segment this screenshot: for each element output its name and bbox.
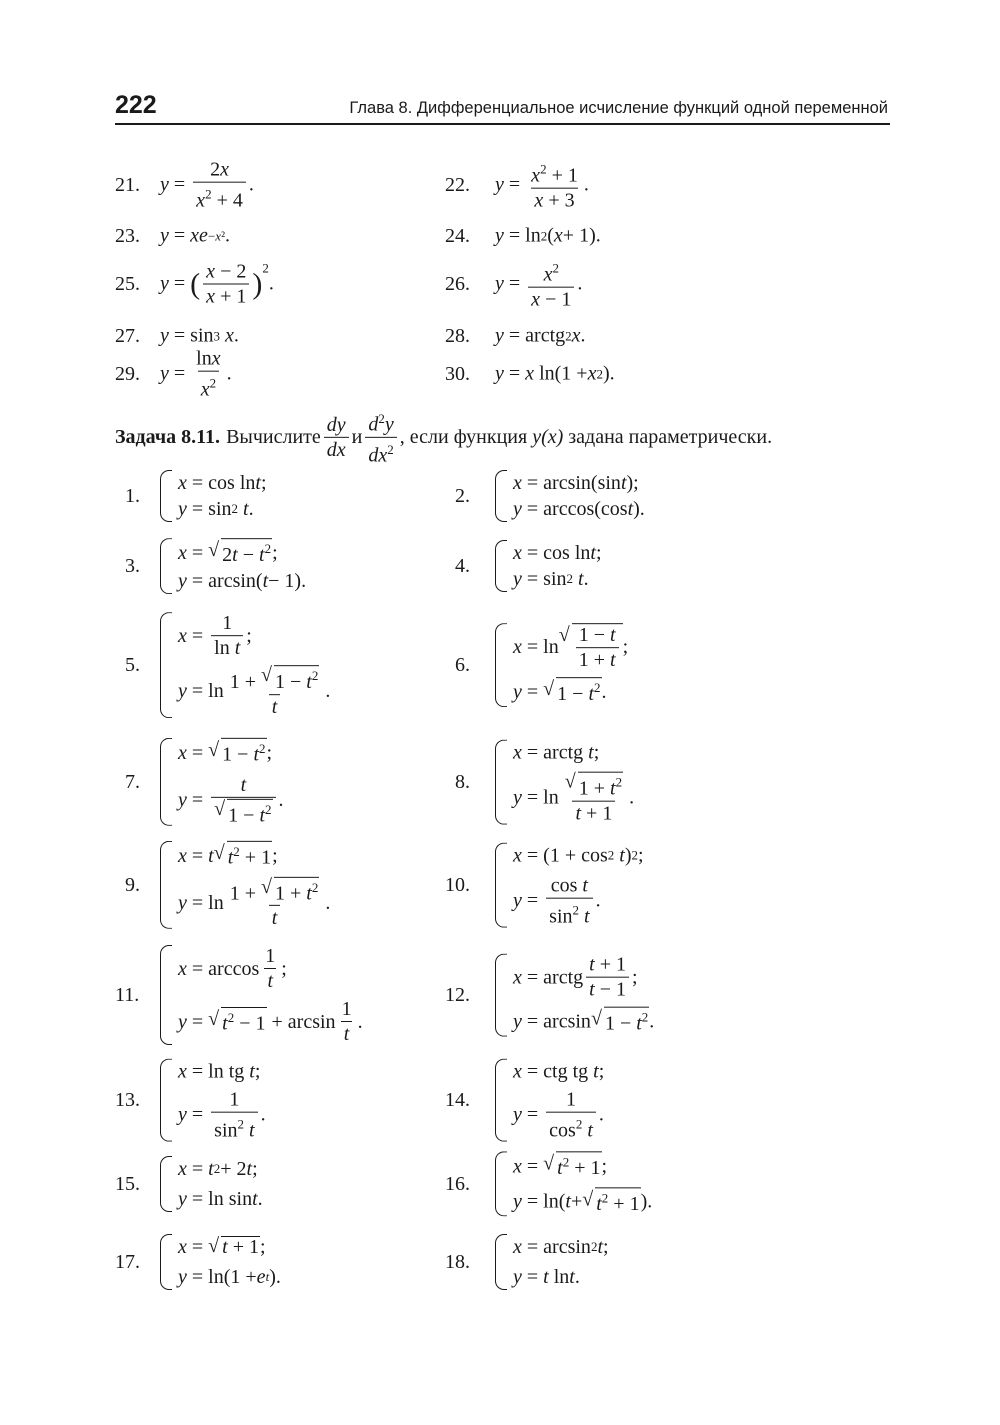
system-5: x = 1 ln t ; y = ln 1 + √ $1 - t^2$ t .: [160, 612, 330, 718]
exercise-number: 23.: [115, 225, 140, 247]
formula-30: y = x ln(1 + x 2 ).: [495, 362, 615, 385]
system-18: x = arcsin 2 t ; y = t ln t .: [495, 1234, 609, 1290]
task-text-end: задана параметрически.: [568, 425, 773, 448]
exercise-number: 25.: [115, 273, 140, 295]
exercise-number: 28.: [445, 325, 470, 347]
task-text-before: Вычислите: [226, 425, 321, 448]
exercise-number: 2.: [455, 485, 470, 507]
exercise-number: 18.: [445, 1251, 470, 1273]
task-text-after: , если функция: [399, 425, 528, 448]
exercise-number: 3.: [125, 555, 140, 577]
exercise-number: 17.: [115, 1251, 140, 1273]
system-17: x = √ t + 1 ; y = ln(1 + e t ).: [160, 1234, 281, 1290]
task-func: y(x): [532, 425, 564, 448]
task-statement: Задача 8.11. Вычислите dy dx и $d^2y$ $dx^2$ , если функция y(x) задана параметрически.: [115, 410, 773, 467]
system-13: x = ln tg t ; y = 1 $\sin^2 t$ .: [160, 1059, 266, 1142]
formula-23: y = xe −x² .: [160, 224, 230, 247]
exercise-number: 11.: [115, 984, 140, 1006]
system-8: x = arctg t ; y = ln √ $1 + t^2$ t + 1 .: [495, 740, 634, 825]
formula-24: y = ln 2 ( x + 1).: [495, 224, 601, 247]
system-3: x = √ $2t - t^2$ ; y = arcsin( t − 1).: [160, 538, 306, 594]
system-4: x = cos ln t ; y = sin 2 t .: [495, 540, 602, 592]
system-14: x = ctg tg t ; y = 1 $\cos^2 t$ .: [495, 1059, 604, 1142]
system-16: x = √ $t^2 + 1$ ; y = ln( t + √ $t^2 + 1$ ).: [495, 1151, 652, 1216]
exercise-number: 12.: [445, 984, 470, 1006]
exercise-number: 1.: [125, 485, 140, 507]
exercise-number: 26.: [445, 273, 470, 295]
system-10: x = (1 + cos 2 t ) 2 ; y = cos t $\sin^2 t$ .: [495, 843, 644, 928]
formula-29: y = lnx $x^2$ .: [160, 347, 232, 401]
system-9: x = t √ $t^2 + 1$ ; y = ln 1 + √ $1 + t^2$ t .: [160, 841, 330, 929]
exercise-number: 30.: [445, 363, 470, 385]
system-12: x = arctg t + 1 t − 1 ; y = arcsin √ $1 - t^2$ .: [495, 954, 654, 1037]
exercise-number: 7.: [125, 771, 140, 793]
exercise-number: 27.: [115, 325, 140, 347]
system-2: x = arcsin(sin t ); y = arccos(cos t ).: [495, 470, 645, 522]
formula-28: y = arctg 2 x .: [495, 324, 586, 347]
header-rule: [115, 123, 890, 125]
exercise-number: 8.: [455, 771, 470, 793]
running-header: Глава 8. Дифференциальное исчисление функций одной переменной: [349, 99, 888, 117]
exercise-number: 22.: [445, 174, 470, 196]
exercise-number: 21.: [115, 174, 140, 196]
exercise-number: 13.: [115, 1089, 140, 1111]
formula-21: y = 2x $x^2 + 4$ .: [160, 158, 254, 212]
exercise-number: 24.: [445, 225, 470, 247]
exercise-number: 9.: [125, 874, 140, 896]
system-1: x = cos ln t ; y = sin 2 t .: [160, 470, 267, 522]
task-conj: и: [351, 425, 363, 448]
formula-26: y = $x^2$ x − 1 .: [495, 260, 583, 311]
exercise-number: 4.: [455, 555, 470, 577]
exercise-number: 15.: [115, 1173, 140, 1195]
system-11: x = arccos 1 t ; y = √ $t^2 - 1$ + arcsin 1 t .: [160, 945, 363, 1045]
exercise-number: 16.: [445, 1173, 470, 1195]
formula-22: y = $x^2 + 1$ x + 3 .: [495, 161, 589, 212]
page-number: 222: [115, 91, 157, 119]
exercise-number: 29.: [115, 363, 140, 385]
formula-25: y = ( x − 2 x + 1 ) $^2$ .: [160, 260, 274, 308]
system-6: x = ln √ $\frac{1 - t}{1 + t}$ ; y = √ $1 - t^2$ .: [495, 623, 628, 707]
system-15: x = t 2 + 2 t ; y = ln sin t .: [160, 1156, 263, 1212]
task-label: Задача 8.11.: [115, 425, 221, 448]
exercise-number: 10.: [445, 874, 470, 896]
exercise-number: 14.: [445, 1089, 470, 1111]
exercise-number: 6.: [455, 654, 470, 676]
system-7: x = √ $1 - t^2$ ; y = t √ $1 - t^2$ .: [160, 738, 284, 826]
exercise-number: 5.: [125, 654, 140, 676]
formula-27: y = sin 3 x .: [160, 324, 239, 347]
